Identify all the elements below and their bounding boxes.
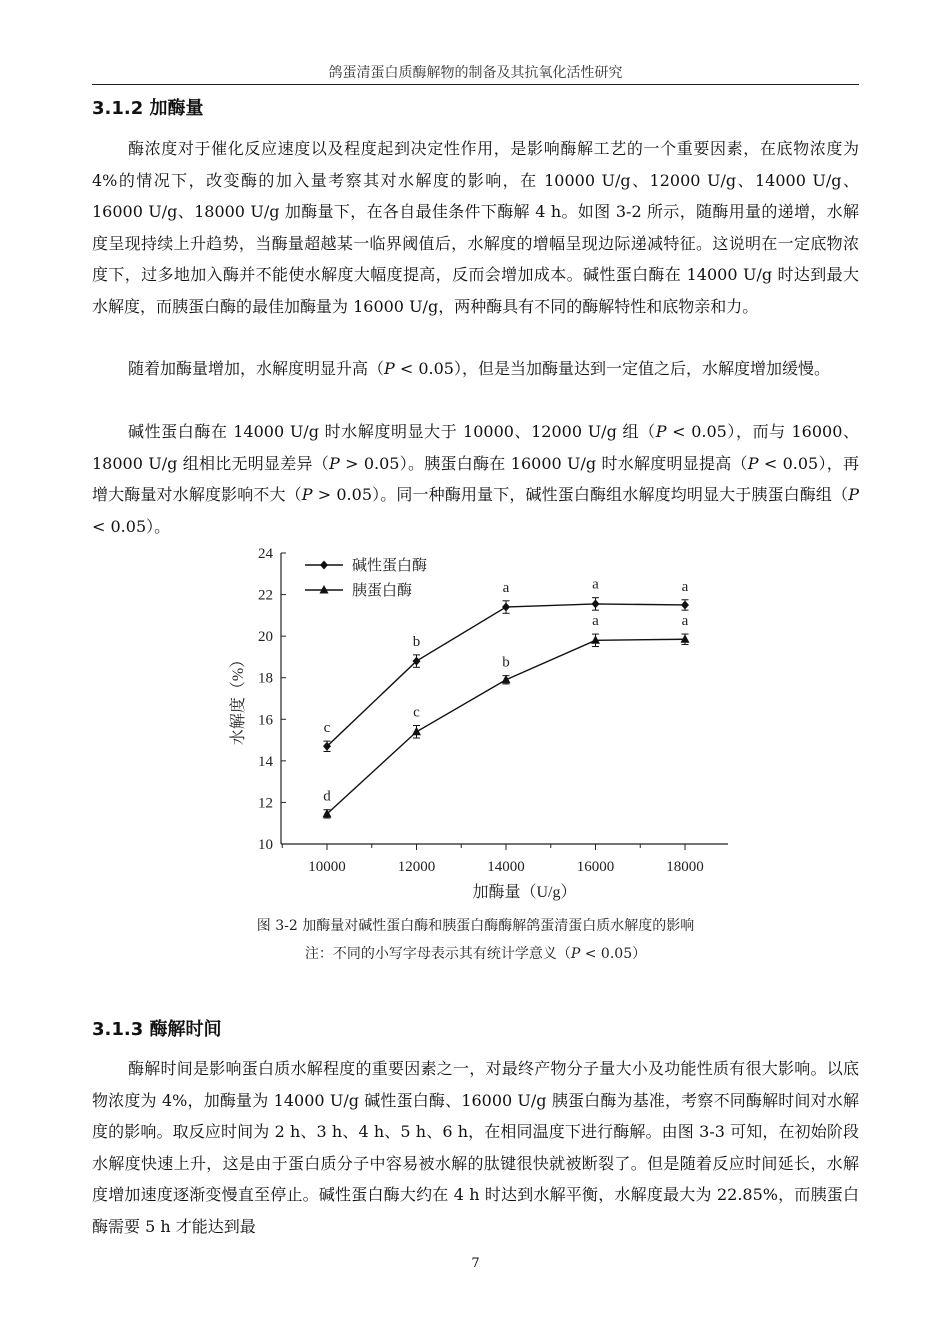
paragraph-enzyme-dosage: 酶浓度对于催化反应速度以及程度起到决定性作用，是影响酶解工艺的一个重要因素，在底物浓度为 4%的情况下，改变酶的加入量考察其对水解度的影响，在 10000 U/g、12000 U/g、14000 U/g、16000 U/g、18000 U/g 加酶量下，在各自最佳条件下酶解 4 h。如图 3-2 所示，随酶用量的递增，水解度呈现持续上升趋势，当酶量超越某一临界阈值后，水解度的增幅呈现边际递减特征。这说明在一定底物浓度下，过多地加入酶并不能使水解度大幅度提高，反而会增加成本。碱性蛋白酶在 14000 U/g 时达到最大水解度，而胰蛋白酶的最佳加酶量为 16000 U/g，两种酶具有不同的酶解特性和底物亲和力。 bbox=[92, 139, 859, 316]
figure-caption: 图 3-2 加酶量对碱性蛋白酶和胰蛋白酶酶解鸽蛋清蛋白质水解度的影响 bbox=[256, 918, 695, 934]
data-point bbox=[681, 634, 690, 643]
significance-letter: a bbox=[681, 578, 689, 595]
x-tick-label: 14000 bbox=[487, 859, 525, 875]
significance-letter: d bbox=[323, 788, 331, 805]
y-axis-label: 水解度（%） bbox=[230, 651, 247, 746]
y-tick-label: 12 bbox=[258, 795, 273, 812]
x-tick-label: 10000 bbox=[308, 859, 346, 875]
significance-letter: b bbox=[412, 633, 421, 650]
page-number: 7 bbox=[471, 1256, 480, 1271]
header-rule bbox=[92, 84, 859, 85]
y-tick-label: 24 bbox=[258, 546, 273, 562]
paragraph-hydrolysis-time: 酶解时间是影响蛋白质水解程度的重要因素之一，对最终产物分子量大小及功能性质有很大影响。以底物浓度为 4%，加酶量为 14000 U/g 碱性蛋白酶、16000 U/g 胰蛋白酶为基准，考察不同酶解时间对水解度的影响。取反应时间为 2 h、3 h、4 h、5 h、6 h，在相同温度下进行酶解。由图 3-3 可知，在初始阶段水解度快速上升，这是由于蛋白质分子中容易被水解的肽键很快就被断裂了。但是随着反应时间延长，水解度增加速度逐渐变慢直至停止。碱性蛋白酶大约在 4 h 时达到水解平衡，水解度最大为 22.85%，而胰蛋白酶需要 5 h 才能达到最 bbox=[92, 1059, 859, 1236]
x-tick-label: 12000 bbox=[397, 859, 436, 875]
x-tick-label: 18000 bbox=[666, 859, 704, 875]
data-point bbox=[412, 727, 421, 736]
y-tick-label: 14 bbox=[258, 753, 273, 770]
legend-label: 碱性蛋白酶 bbox=[352, 558, 428, 574]
figure-3-2-chart bbox=[215, 540, 745, 905]
y-tick-label: 16 bbox=[258, 712, 273, 729]
significance-letter: c bbox=[413, 704, 420, 721]
paragraph-group-comparison: 碱性蛋白酶在 14000 U/g 时水解度明显大于 10000、12000 U/g 组（P < 0.05），而与 16000、18000 U/g 组相比无明显差异（P > 0.05）。胰蛋白酶在 16000 U/g 时水解度明显提高（P < 0.05），再增大酶量对水解度影响不大（P > 0.05）。同一种酶用量下，碱性蛋白酶组水解度均明显大于胰蛋白酶组（P < 0.05）。 bbox=[92, 422, 859, 536]
legend-label: 胰蛋白酶 bbox=[352, 583, 413, 599]
significance-letter: a bbox=[681, 613, 689, 630]
significance-letter: a bbox=[502, 579, 510, 596]
paragraph-dosage-significance: 随着加酶量增加，水解度明显升高（P < 0.05），但是当加酶量达到一定值之后，水解度增加缓慢。 bbox=[128, 359, 830, 378]
section-heading-3-1-2: 3.1.2 加酶量 bbox=[92, 98, 204, 119]
x-axis-label: 加酶量（U/g） bbox=[472, 884, 577, 901]
y-tick-label: 10 bbox=[258, 837, 273, 853]
y-tick-label: 20 bbox=[258, 629, 273, 646]
section-heading-3-1-3: 3.1.3 酶解时间 bbox=[92, 1019, 222, 1040]
significance-letter: a bbox=[592, 576, 599, 593]
y-tick-label: 22 bbox=[258, 587, 273, 604]
figure-note: 注：不同的小写字母表示其有统计学意义（P < 0.05） bbox=[304, 946, 647, 962]
p-symbol: P bbox=[384, 359, 395, 378]
data-point bbox=[502, 603, 510, 612]
data-point bbox=[681, 600, 689, 609]
significance-letter: a bbox=[592, 613, 599, 630]
data-point bbox=[591, 635, 600, 644]
y-tick-label: 18 bbox=[258, 670, 273, 687]
running-header: 鸽蛋清蛋白质酶解物的制备及其抗氧化活性研究 bbox=[328, 65, 623, 81]
data-point bbox=[320, 561, 328, 570]
significance-letter: b bbox=[502, 654, 510, 671]
data-point bbox=[592, 599, 600, 608]
significance-letter: c bbox=[323, 720, 331, 737]
data-point bbox=[320, 585, 329, 594]
x-tick-label: 16000 bbox=[576, 859, 615, 875]
